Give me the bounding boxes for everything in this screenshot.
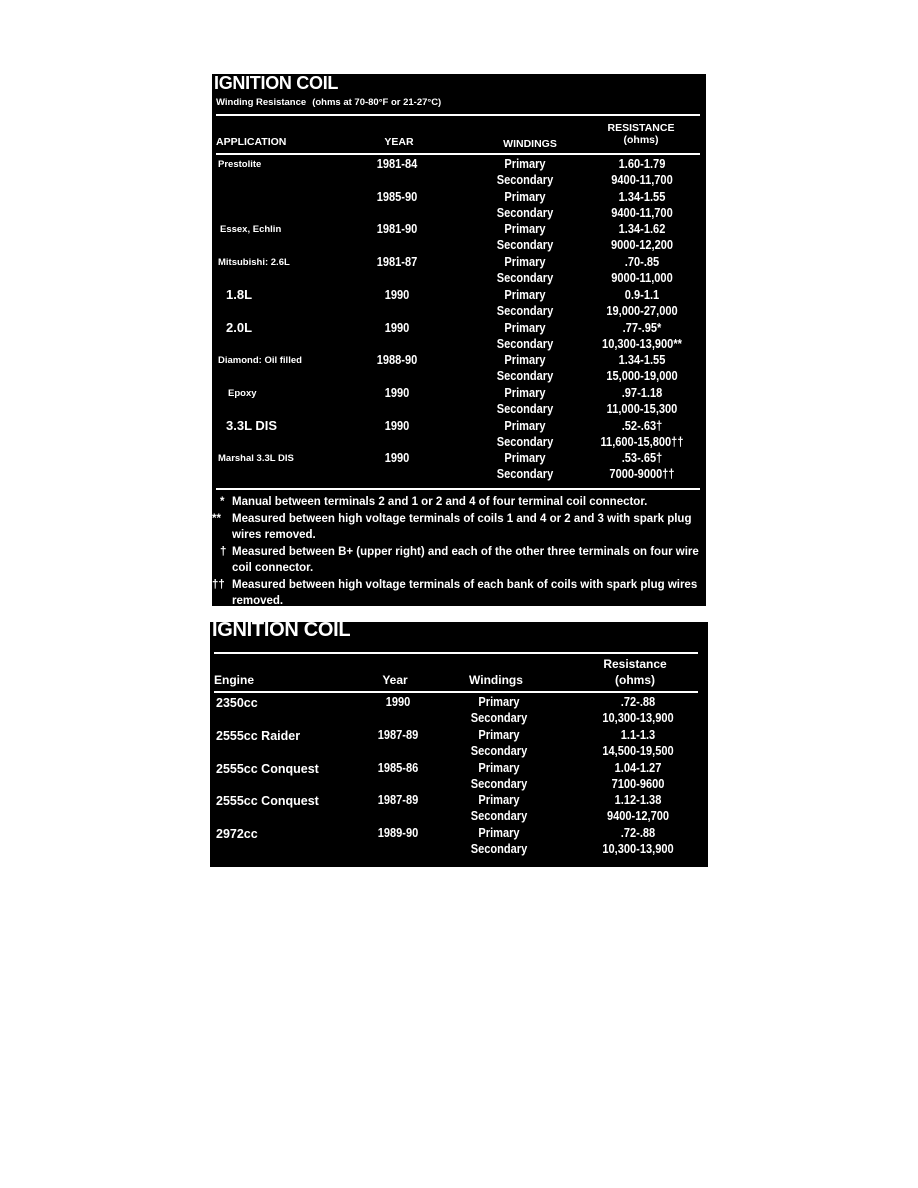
table-row	[212, 320, 706, 353]
t2-header-top-rule	[214, 652, 698, 654]
secondary-winding-cell: Secondary	[496, 335, 554, 351]
secondary-winding-cell: Secondary	[470, 742, 528, 758]
primary-winding-cell: Primary	[504, 352, 546, 368]
application-cell: Epoxy	[228, 387, 257, 399]
primary-winding-cell: Primary	[478, 792, 520, 808]
primary-winding-cell: Primary	[478, 694, 520, 709]
secondary-winding-cell: Secondary	[496, 466, 554, 482]
primary-resistance-cell: 1.1-1.3	[620, 726, 656, 742]
secondary-winding-cell: Secondary	[470, 775, 528, 791]
table-row	[210, 727, 708, 760]
secondary-resistance-cell: 7000-9000††	[609, 466, 675, 482]
table-row	[212, 189, 706, 222]
table-row	[212, 221, 706, 254]
primary-winding-cell: Primary	[504, 450, 546, 466]
secondary-winding-cell: Secondary	[470, 710, 528, 725]
table-1-title: IGNITION COIL	[214, 74, 339, 93]
header-windings-2: Windings	[469, 673, 523, 687]
footnote	[212, 577, 702, 607]
header-application: APPLICATION	[216, 136, 287, 148]
primary-resistance-cell: 1.34-1.62	[618, 221, 666, 237]
secondary-winding-cell: Secondary	[496, 400, 554, 416]
footnote-text: Manual between terminals 2 and 1 or 2 and 4 of four terminal coil connector.	[232, 496, 648, 508]
engine-cell: 2350cc	[216, 696, 258, 710]
subtitle-units: (ohms at 70-80°F or 21-27°C)	[312, 97, 442, 108]
secondary-winding-cell: Secondary	[470, 808, 528, 824]
secondary-resistance-cell: 11,000-15,300	[606, 400, 678, 416]
secondary-resistance-cell: 11,600-15,800††	[600, 433, 684, 449]
primary-winding-cell: Primary	[504, 319, 546, 335]
notes-rule	[216, 488, 700, 490]
primary-winding-cell: Primary	[504, 254, 546, 270]
secondary-winding-cell: Secondary	[496, 237, 554, 253]
secondary-resistance-cell: 9400-11,700	[611, 172, 673, 187]
footnote-marker: ††	[212, 578, 225, 591]
year-cell: 1981-87	[376, 254, 418, 270]
secondary-resistance-cell: 7100-9600	[611, 775, 665, 791]
primary-resistance-cell: .72-.88	[620, 825, 656, 841]
secondary-winding-cell: Secondary	[496, 368, 554, 384]
year-cell: 1990	[384, 384, 410, 400]
primary-resistance-cell: 1.12-1.38	[614, 792, 662, 808]
secondary-resistance-cell: 9000-11,000	[611, 270, 673, 286]
header-year-2: Year	[382, 673, 408, 687]
table-row	[212, 450, 706, 483]
header-year: YEAR	[384, 136, 414, 148]
primary-winding-cell: Primary	[478, 825, 520, 841]
application-cell: Mitsubishi: 2.6L	[218, 257, 290, 269]
footnote-marker: **	[212, 512, 221, 525]
primary-winding-cell: Primary	[504, 384, 546, 400]
table-1-subtitle	[216, 97, 441, 108]
header-top-rule	[216, 114, 700, 116]
secondary-winding-cell: Secondary	[470, 841, 528, 857]
application-cell: Essex, Echlin	[220, 224, 282, 236]
primary-winding-cell: Primary	[504, 417, 546, 433]
primary-winding-cell: Primary	[504, 156, 546, 171]
secondary-resistance-cell: 19,000-27,000	[606, 302, 678, 318]
header-ohms-2: (ohms)	[615, 673, 655, 687]
primary-winding-cell: Primary	[504, 188, 546, 204]
secondary-resistance-cell: 10,300-13,900	[602, 710, 674, 725]
year-cell: 1981-84	[376, 156, 418, 171]
table-row	[210, 694, 708, 727]
table-1-footnotes	[212, 494, 702, 606]
primary-resistance-cell: .97-1.18	[621, 384, 663, 400]
application-cell: Diamond: Oil filled	[218, 355, 302, 367]
table-row	[210, 825, 708, 858]
table-row	[212, 254, 706, 287]
secondary-resistance-cell: 10,300-13,900**	[602, 335, 682, 351]
secondary-winding-cell: Secondary	[496, 172, 554, 187]
year-cell: 1987-89	[377, 792, 419, 808]
engine-cell: 2555cc Conquest	[216, 794, 319, 809]
year-cell: 1990	[384, 286, 410, 302]
secondary-winding-cell: Secondary	[496, 302, 554, 318]
year-cell: 1990	[384, 450, 410, 466]
primary-winding-cell: Primary	[504, 286, 546, 302]
footnote-text: Measured between B+ (upper right) and each of the other three terminals on four wire coil connector.	[232, 545, 699, 574]
secondary-winding-cell: Secondary	[496, 204, 554, 220]
primary-winding-cell: Primary	[504, 221, 546, 237]
year-cell: 1985-90	[376, 188, 418, 204]
primary-resistance-cell: .70-.85	[624, 254, 660, 270]
primary-resistance-cell: 1.04-1.27	[614, 759, 662, 775]
engine-cell: 2972cc	[216, 827, 258, 842]
primary-resistance-cell: 0.9-1.1	[624, 286, 660, 302]
year-cell: 1989-90	[377, 825, 419, 841]
footnote-marker: †	[220, 545, 227, 558]
t2-header-bottom-rule	[214, 691, 698, 693]
table-row	[210, 792, 708, 825]
footnote-text: Measured between high voltage terminals of each bank of coils with spark plug wires removed.	[232, 578, 698, 606]
table-row	[212, 385, 706, 418]
header-ohms: (ohms)	[623, 134, 659, 146]
footnote-marker: *	[220, 496, 225, 508]
secondary-resistance-cell: 10,300-13,900	[602, 841, 674, 857]
application-cell: 3.3L DIS	[226, 417, 278, 433]
secondary-resistance-cell: 14,500-19,500	[602, 742, 674, 758]
primary-resistance-cell: 1.34-1.55	[618, 188, 666, 204]
table-2-title: IGNITION COIL	[212, 622, 351, 641]
primary-resistance-cell: 1.34-1.55	[618, 352, 666, 368]
header-resistance: RESISTANCE	[607, 122, 675, 134]
header-engine: Engine	[214, 673, 255, 687]
ignition-coil-table-2	[210, 622, 708, 867]
footnote	[216, 544, 702, 577]
table-row	[212, 287, 706, 320]
application-cell: 1.8L	[226, 286, 253, 302]
year-cell: 1990	[385, 694, 411, 709]
primary-resistance-cell: .53-.65†	[621, 450, 663, 466]
engine-cell: 2555cc Conquest	[216, 761, 319, 776]
secondary-winding-cell: Secondary	[496, 433, 554, 449]
primary-resistance-cell: .52-.63†	[621, 417, 663, 433]
engine-cell: 2555cc Raider	[216, 728, 301, 743]
primary-winding-cell: Primary	[478, 759, 520, 775]
primary-resistance-cell: .77-.95*	[622, 319, 662, 335]
primary-resistance-cell: 1.60-1.79	[618, 156, 666, 171]
application-cell: Marshal 3.3L DIS	[218, 453, 294, 465]
header-windings: WINDINGS	[503, 138, 557, 150]
secondary-resistance-cell: 9400-11,700	[611, 204, 673, 220]
header-bottom-rule	[216, 153, 700, 155]
year-cell: 1988-90	[376, 352, 418, 368]
table-row	[212, 418, 706, 451]
table-row	[212, 156, 706, 189]
primary-resistance-cell: .72-.88	[620, 694, 656, 709]
footnote-text: Measured between high voltage terminals of coils 1 and 4 or 2 and 3 with spark plug wires removed.	[232, 512, 692, 541]
application-cell: 2.0L	[226, 319, 253, 335]
primary-winding-cell: Primary	[478, 726, 520, 742]
ignition-coil-table-1	[212, 74, 706, 606]
header-resistance-2: Resistance	[603, 657, 667, 671]
year-cell: 1990	[384, 319, 410, 335]
table-row	[212, 352, 706, 385]
secondary-resistance-cell: 9400-12,700	[606, 808, 670, 824]
year-cell: 1987-89	[377, 726, 419, 742]
subtitle-label: Winding Resistance	[216, 97, 307, 108]
year-cell: 1981-90	[376, 221, 418, 237]
footnote	[216, 494, 702, 511]
application-cell: Prestolite	[218, 159, 262, 170]
secondary-resistance-cell: 9000-12,200	[610, 237, 674, 253]
table-row	[210, 760, 708, 793]
year-cell: 1990	[384, 417, 410, 433]
secondary-winding-cell: Secondary	[496, 270, 554, 286]
secondary-resistance-cell: 15,000-19,000	[606, 368, 678, 384]
footnote	[212, 511, 702, 544]
year-cell: 1985-86	[377, 759, 419, 775]
